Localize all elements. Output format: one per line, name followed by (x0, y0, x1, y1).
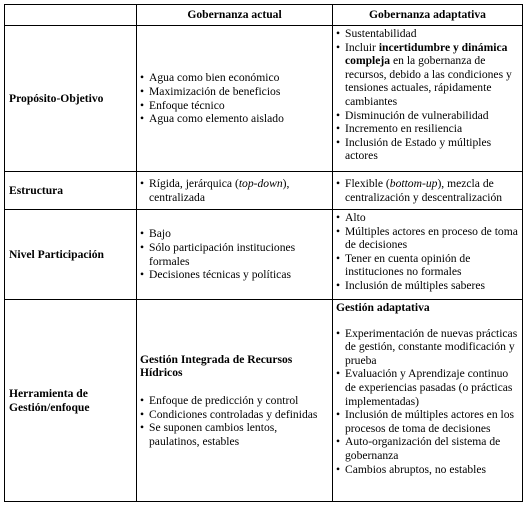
bullet-list (140, 71, 329, 125)
bullet-list (336, 177, 519, 204)
bullet-list (336, 27, 519, 163)
text-segment: ), mezcla de centralización y descentralización (345, 176, 503, 204)
list-item: • Múltiples actores en proceso de toma de decisiones (336, 225, 519, 252)
row-label: Herramienta de Gestión/enfoque (5, 300, 137, 502)
row-label: Nivel Participación (5, 210, 137, 300)
row-proposito-objetivo (5, 26, 523, 172)
header-gobernanza-adaptativa: Gobernanza adaptativa (333, 5, 523, 26)
bullet-list (336, 327, 519, 477)
list-item: • Sustentabilidad (336, 27, 519, 41)
list-item: • Se suponen cambios lentos, paulatinos, estables (140, 421, 329, 448)
list-item: • Enfoque de predicción y control (140, 394, 329, 408)
section-title: Gestión Integrada de Recursos Hídricos (140, 352, 293, 380)
list-item: • Maximización de beneficios (140, 85, 329, 99)
list-item: • Agua como elemento aislado (140, 112, 329, 126)
cell-actual (137, 210, 333, 300)
comparison-table-container (4, 4, 523, 502)
cell-actual (137, 300, 333, 502)
cell-adaptativa (333, 26, 523, 172)
row-nivel-participacion (5, 210, 523, 300)
list-item: • Sólo participación instituciones formales (140, 241, 329, 268)
list-item (336, 41, 519, 109)
bullet-list (140, 394, 329, 448)
list-item: • Evaluación y Aprendizaje continuo de experiencias pasadas (o prácticas implementadas) (336, 367, 519, 408)
list-item: • Incremento en resiliencia (336, 122, 519, 136)
row-label: Estructura (5, 172, 137, 210)
list-item: • Inclusión de múltiples actores en los procesos de toma de decisiones (336, 408, 519, 435)
list-item (336, 177, 519, 204)
list-item: • Agua como bien económico (140, 71, 329, 85)
row-label: Propósito-Objetivo (5, 26, 137, 172)
header-row (5, 5, 523, 26)
list-item: • Disminución de vulnerabilidad (336, 109, 519, 123)
italic-segment: top-down (238, 176, 283, 190)
bullet-list (140, 177, 329, 204)
cell-actual (137, 172, 333, 210)
text-segment: Rígida, jerárquica ( (149, 176, 239, 190)
bullet-list (140, 227, 329, 281)
list-item: • Tener en cuenta opinión de instituciones no formales (336, 252, 519, 279)
list-item: • Decisiones técnicas y políticas (140, 268, 329, 282)
row-herramienta-gestion (5, 300, 523, 502)
list-item (140, 177, 329, 204)
italic-segment: bottom-up (389, 176, 438, 190)
text-segment: Flexible ( (345, 176, 390, 190)
header-empty (5, 5, 137, 26)
cell-adaptativa (333, 210, 523, 300)
cell-adaptativa (333, 172, 523, 210)
cell-adaptativa (333, 300, 523, 502)
list-item: • Experimentación de nuevas prácticas de gestión, constante modificación y prueba (336, 327, 519, 368)
list-item: • Bajo (140, 227, 329, 241)
header-gobernanza-actual: Gobernanza actual (137, 5, 333, 26)
section-title: Gestión adaptativa (336, 301, 430, 314)
text-segment: ), centralizada (149, 176, 290, 204)
row-estructura (5, 172, 523, 210)
bullet-list (336, 211, 519, 293)
list-item: • Inclusión de Estado y múltiples actores (336, 136, 519, 163)
governance-comparison-table (4, 4, 523, 502)
text-segment: Incluir (345, 40, 379, 54)
list-item: • Auto-organización del sistema de gobernanza (336, 435, 519, 462)
bold-segment: incertidumbre y dinámica compleja (345, 40, 508, 68)
list-item: • Inclusión de múltiples saberes (336, 279, 519, 293)
list-item: • Enfoque técnico (140, 99, 329, 113)
list-item: • Cambios abruptos, no estables (336, 463, 519, 477)
text-segment: en la gobernanza de recursos, debido a las condiciones y tensiones actuales, rápidamente cambiantes (345, 54, 512, 108)
list-item: • Alto (336, 211, 519, 225)
list-item: • Condiciones controladas y definidas (140, 408, 329, 422)
cell-actual (137, 26, 333, 172)
